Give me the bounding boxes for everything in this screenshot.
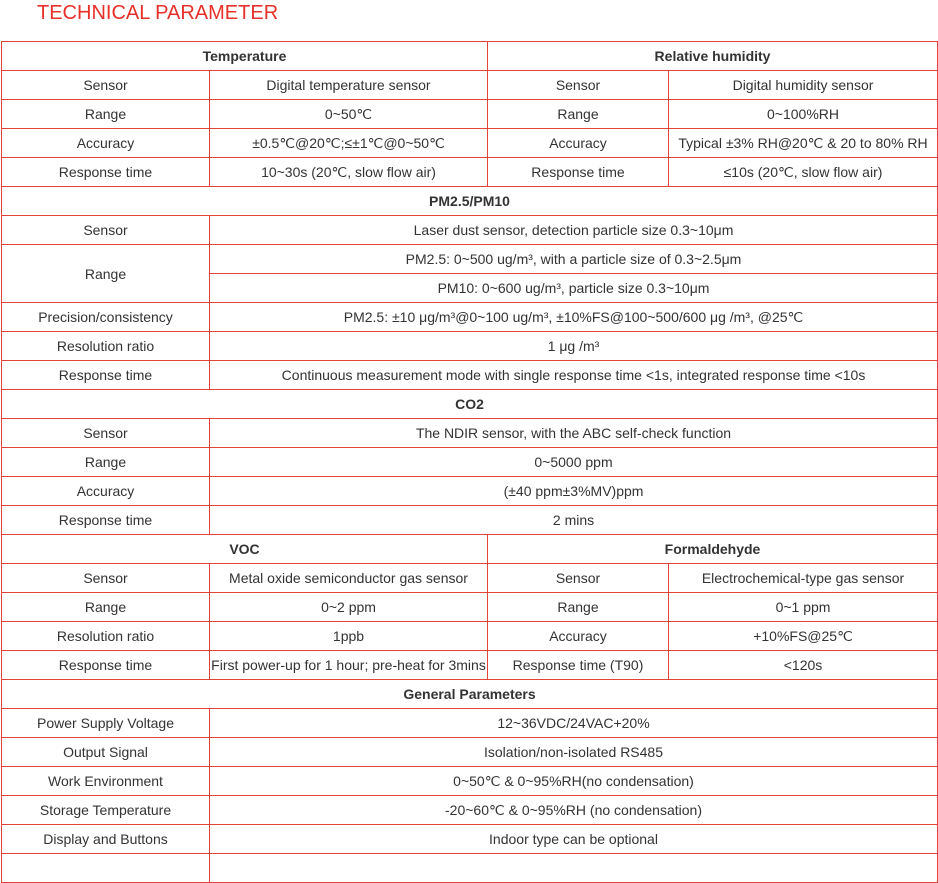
table-row xyxy=(2,42,938,71)
table-row xyxy=(2,477,938,506)
param-value: (±40 ppm±3%MV)ppm xyxy=(210,477,938,506)
param-label: Response time xyxy=(2,158,210,187)
table-row xyxy=(2,390,938,419)
table-row xyxy=(2,767,938,796)
param-value: Laser dust sensor, detection particle size 0.3~10μm xyxy=(210,216,938,245)
param-value: Isolation/non-isolated RS485 xyxy=(210,738,938,767)
param-value: Metal oxide semiconductor gas sensor xyxy=(210,564,488,593)
table-row xyxy=(2,622,938,651)
section-header-humidity: Relative humidity xyxy=(488,42,938,71)
param-label: Sensor xyxy=(2,216,210,245)
section-header-co2: CO2 xyxy=(2,390,938,419)
table-row xyxy=(2,129,938,158)
table-row xyxy=(2,709,938,738)
section-header-pm: PM2.5/PM10 xyxy=(2,187,938,216)
param-label: Resolution ratio xyxy=(2,622,210,651)
table-row xyxy=(2,448,938,477)
param-value: The NDIR sensor, with the ABC self-check function xyxy=(210,419,938,448)
param-label: Precision/consistency xyxy=(2,303,210,332)
param-value: 0~1 ppm xyxy=(669,593,938,622)
param-label: Sensor xyxy=(2,71,210,100)
param-label: Work Environment xyxy=(2,767,210,796)
table-row xyxy=(2,332,938,361)
param-value: 10~30s (20℃, slow flow air) xyxy=(210,158,488,187)
param-label: Response time (T90) xyxy=(488,651,669,680)
param-label: Storage Temperature xyxy=(2,796,210,825)
table-row xyxy=(2,825,938,854)
param-value: 0~2 ppm xyxy=(210,593,488,622)
param-value: Digital temperature sensor xyxy=(210,71,488,100)
table-row xyxy=(2,796,938,825)
param-value: PM10: 0~600 ug/m³, particle size 0.3~10μm xyxy=(210,274,938,303)
param-value: Digital humidity sensor xyxy=(669,71,938,100)
param-value: PM2.5: ±10 μg/m³@0~100 ug/m³, ±10%FS@100~500/600 μg /m³, @25℃ xyxy=(210,303,938,332)
param-value: 12~36VDC/24VAC+20% xyxy=(210,709,938,738)
param-label: Resolution ratio xyxy=(2,332,210,361)
param-label: Output Signal xyxy=(2,738,210,767)
table-row xyxy=(2,100,938,129)
param-label: Display and Buttons xyxy=(2,825,210,854)
param-value: Typical ±3% RH@20℃ & 20 to 80% RH xyxy=(669,129,938,158)
param-value: 0~100%RH xyxy=(669,100,938,129)
param-value: 0~50℃ & 0~95%RH(no condensation) xyxy=(210,767,938,796)
param-value: Electrochemical-type gas sensor xyxy=(669,564,938,593)
table-row xyxy=(2,158,938,187)
param-value: -20~60℃ & 0~95%RH (no condensation) xyxy=(210,796,938,825)
table-row xyxy=(2,680,938,709)
param-value: Indoor type can be optional xyxy=(210,825,938,854)
table-row xyxy=(2,506,938,535)
param-label: Range xyxy=(488,593,669,622)
table-row xyxy=(2,187,938,216)
table-row xyxy=(2,419,938,448)
parameter-table xyxy=(1,41,938,883)
section-header-general: General Parameters xyxy=(2,680,938,709)
param-label: Sensor xyxy=(2,419,210,448)
param-value: First power-up for 1 hour; pre-heat for 3mins xyxy=(210,651,488,680)
param-label: Response time xyxy=(488,158,669,187)
table-row xyxy=(2,651,938,680)
param-label: Accuracy xyxy=(488,129,669,158)
page-title: TECHNICAL PARAMETER xyxy=(37,2,279,24)
param-value: ≤10s (20℃, slow flow air) xyxy=(669,158,938,187)
param-label: Accuracy xyxy=(2,129,210,158)
param-label: Range xyxy=(2,448,210,477)
param-label: Power Supply Voltage xyxy=(2,709,210,738)
param-label: Response time xyxy=(2,651,210,680)
param-label: Sensor xyxy=(488,564,669,593)
param-label: Range xyxy=(2,593,210,622)
table-row xyxy=(2,245,938,274)
table-row xyxy=(2,71,938,100)
table-cell-empty xyxy=(210,854,938,883)
param-label: Sensor xyxy=(488,71,669,100)
param-label: Range xyxy=(488,100,669,129)
param-value: 2 mins xyxy=(210,506,938,535)
param-value: <120s xyxy=(669,651,938,680)
table-row xyxy=(2,564,938,593)
param-label: Response time xyxy=(2,361,210,390)
param-value: 0~5000 ppm xyxy=(210,448,938,477)
table-row xyxy=(2,303,938,332)
param-value: 0~50℃ xyxy=(210,100,488,129)
param-value: ±0.5℃@20℃;≤±1℃@0~50℃ xyxy=(210,129,488,158)
param-label: Accuracy xyxy=(488,622,669,651)
param-label: Sensor xyxy=(2,564,210,593)
param-label: Response time xyxy=(2,506,210,535)
param-label: Accuracy xyxy=(2,477,210,506)
table-row xyxy=(2,593,938,622)
table-row xyxy=(2,535,938,564)
section-header-formaldehyde: Formaldehyde xyxy=(488,535,938,564)
table-cell-empty xyxy=(2,854,210,883)
param-value: +10%FS@25℃ xyxy=(669,622,938,651)
param-value: 1 μg /m³ xyxy=(210,332,938,361)
param-value: PM2.5: 0~500 ug/m³, with a particle size of 0.3~2.5μm xyxy=(210,245,938,274)
param-value: 1ppb xyxy=(210,622,488,651)
table-row xyxy=(2,738,938,767)
param-value: Continuous measurement mode with single response time <1s, integrated response time <10s xyxy=(210,361,938,390)
param-label: Range xyxy=(2,245,210,303)
table-row xyxy=(2,361,938,390)
param-label: Range xyxy=(2,100,210,129)
section-header-voc: VOC xyxy=(2,535,488,564)
table-row xyxy=(2,216,938,245)
table-row xyxy=(2,854,938,883)
section-header-temperature: Temperature xyxy=(2,42,488,71)
